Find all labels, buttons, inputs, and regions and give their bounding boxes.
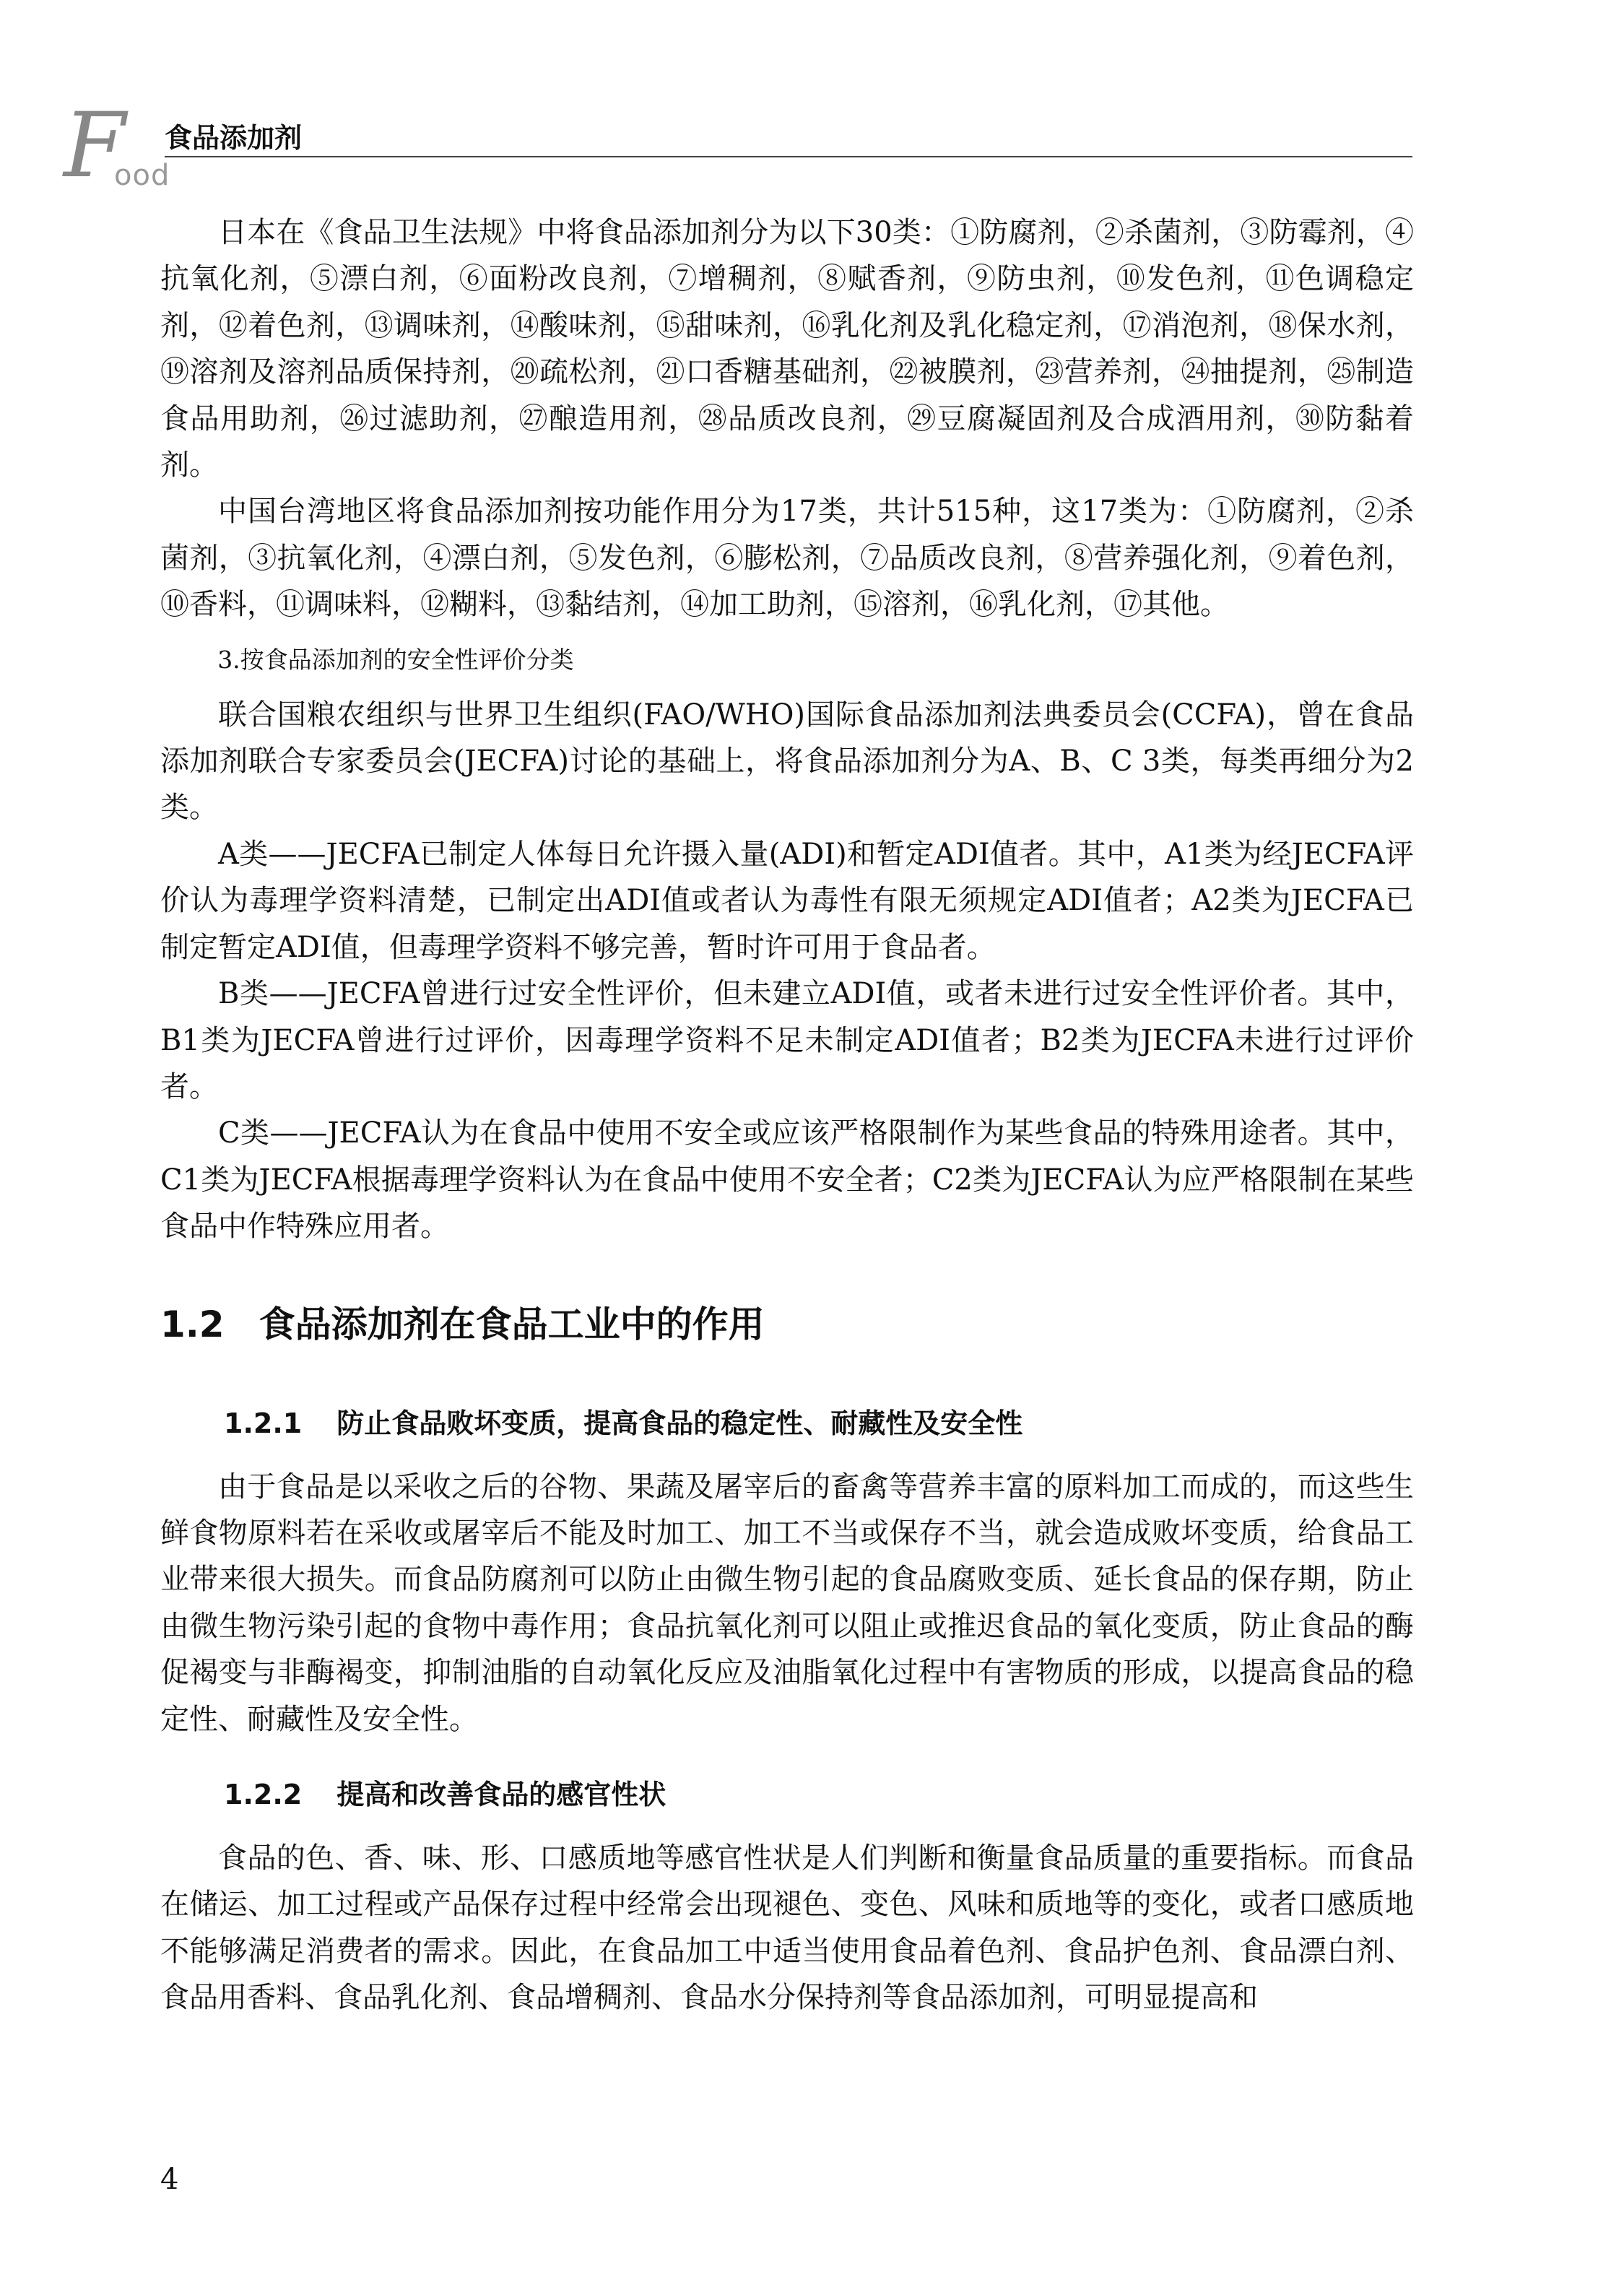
food-logo-letter: F [64,94,126,198]
paragraph-sensory: 食品的色、香、味、形、口感质地等感官性状是人们判断和衡量食品质量的重要指标。而食品在储运、加工过程或产品保存过程中经常会出现褪色、变色、风味和质地等的变化，或者口感质地不能够满足消费者的需求。因此，在食品加工中适当使用食品着色剂、食品护色剂、食品漂白剂、食品用香料、食品乳化剂、食品增稠剂、食品水分保持剂等食品添加剂，可明显提高和 [160,1841,1414,2015]
page-content [160,209,1414,2021]
paragraph-japan-classification: 日本在《食品卫生法规》中将食品添加剂分为以下30类：①防腐剂，②杀菌剂，③防霉剂，④抗氧化剂，⑤漂白剂，⑥面粉改良剂，⑦增稠剂，⑧赋香剂，⑨防虫剂，⑩发色剂，⑪色调稳定剂，⑫着色剂，⑬调味剂，⑭酸味剂，⑮甜味剂，⑯乳化剂及乳化稳定剂，⑰消泡剂，⑱保水剂，⑲溶剂及溶剂品质保持剂，⑳疏松剂，㉑口香糖基础剂，㉒被膜剂，㉓营养剂，㉔抽提剂，㉕制造食品用助剂，㉖过滤助剂，㉗酿造用剂，㉘品质改良剂，㉙豆腐凝固剂及合成酒用剂，㉚防黏着剂。 [160,216,1414,482]
subheading-safety-classification: 3.按食品添加剂的安全性评价分类 [217,645,574,674]
header-rule [165,156,1412,157]
subsection-heading-1-2-2 [160,1774,1414,1815]
subsection-number: 1.2.2 [224,1778,303,1810]
paragraph-class-a: A类——JECFA已制定人体每日允许摄入量(ADI)和暂定ADI值者。其中，A1类为经JECFA评价认为毒理学资料清楚，已制定出ADI值或者认为毒性有限无须规定ADI值者；A2类为JECFA已制定暂定ADI值，但毒理学资料不够完善，暂时许可用于食品者。 [160,837,1414,964]
running-header [64,87,1414,198]
section-number: 1.2 [160,1303,225,1345]
subsection-number: 1.2.1 [224,1407,303,1439]
book-title: 食品添加剂 [165,122,303,154]
section-title: 食品添加剂在食品工业中的作用 [259,1303,765,1345]
section-heading-1-2 [160,1299,1414,1350]
subsection-title: 防止食品败坏变质，提高食品的稳定性、耐藏性及安全性 [336,1407,1023,1439]
paragraph-fao-who: 联合国粮农组织与世界卫生组织(FAO/WHO)国际食品添加剂法典委员会(CCFA)，曾在食品添加剂联合专家委员会(JECFA)讨论的基础上，将食品添加剂分为A、B、C 3类，每类再细分为2类。 [160,698,1414,825]
paragraph-preservation: 由于食品是以采收之后的谷物、果蔬及屠宰后的畜禽等营养丰富的原料加工而成的，而这些生鲜食物原料若在采收或屠宰后不能及时加工、加工不当或保存不当，就会造成败坏变质，给食品工业带来很大损失。而食品防腐剂可以防止由微生物引起的食品腐败变质、延长食品的保存期，防止由微生物污染引起的食物中毒作用；食品抗氧化剂可以阻止或推迟食品的氧化变质，防止食品的酶促褐变与非酶褐变，抑制油脂的自动氧化反应及油脂氧化过程中有害物质的形成，以提高食品的稳定性、耐藏性及安全性。 [160,1470,1414,1736]
food-logo-text: ood [114,159,170,192]
subsection-title: 提高和改善食品的感官性状 [336,1778,666,1810]
paragraph-class-c: C类——JECFA认为在食品中使用不安全或应该严格限制作为某些食品的特殊用途者。其中，C1类为JECFA根据毒理学资料认为在食品中使用不安全者；C2类为JECFA认为应严格限制在某些食品中作特殊应用者。 [160,1116,1414,1244]
paragraph-class-b: B类——JECFA曾进行过安全性评价，但未建立ADI值，或者未进行过安全性评价者。其中，B1类为JECFA曾进行过评价，因毒理学资料不足未制定ADI值者；B2类为JECFA未进行过评价者。 [160,977,1414,1103]
page-number: 4 [160,2163,179,2196]
subsection-heading-1-2-1 [160,1403,1414,1444]
paragraph-taiwan-classification: 中国台湾地区将食品添加剂按功能作用分为17类，共计515种，这17类为：①防腐剂，②杀菌剂，③抗氧化剂，④漂白剂，⑤发色剂，⑥膨松剂，⑦品质改良剂，⑧营养强化剂，⑨着色剂，⑩香料，⑪调味料，⑫糊料，⑬黏结剂，⑭加工助剂，⑮溶剂，⑯乳化剂，⑰其他。 [160,495,1414,622]
